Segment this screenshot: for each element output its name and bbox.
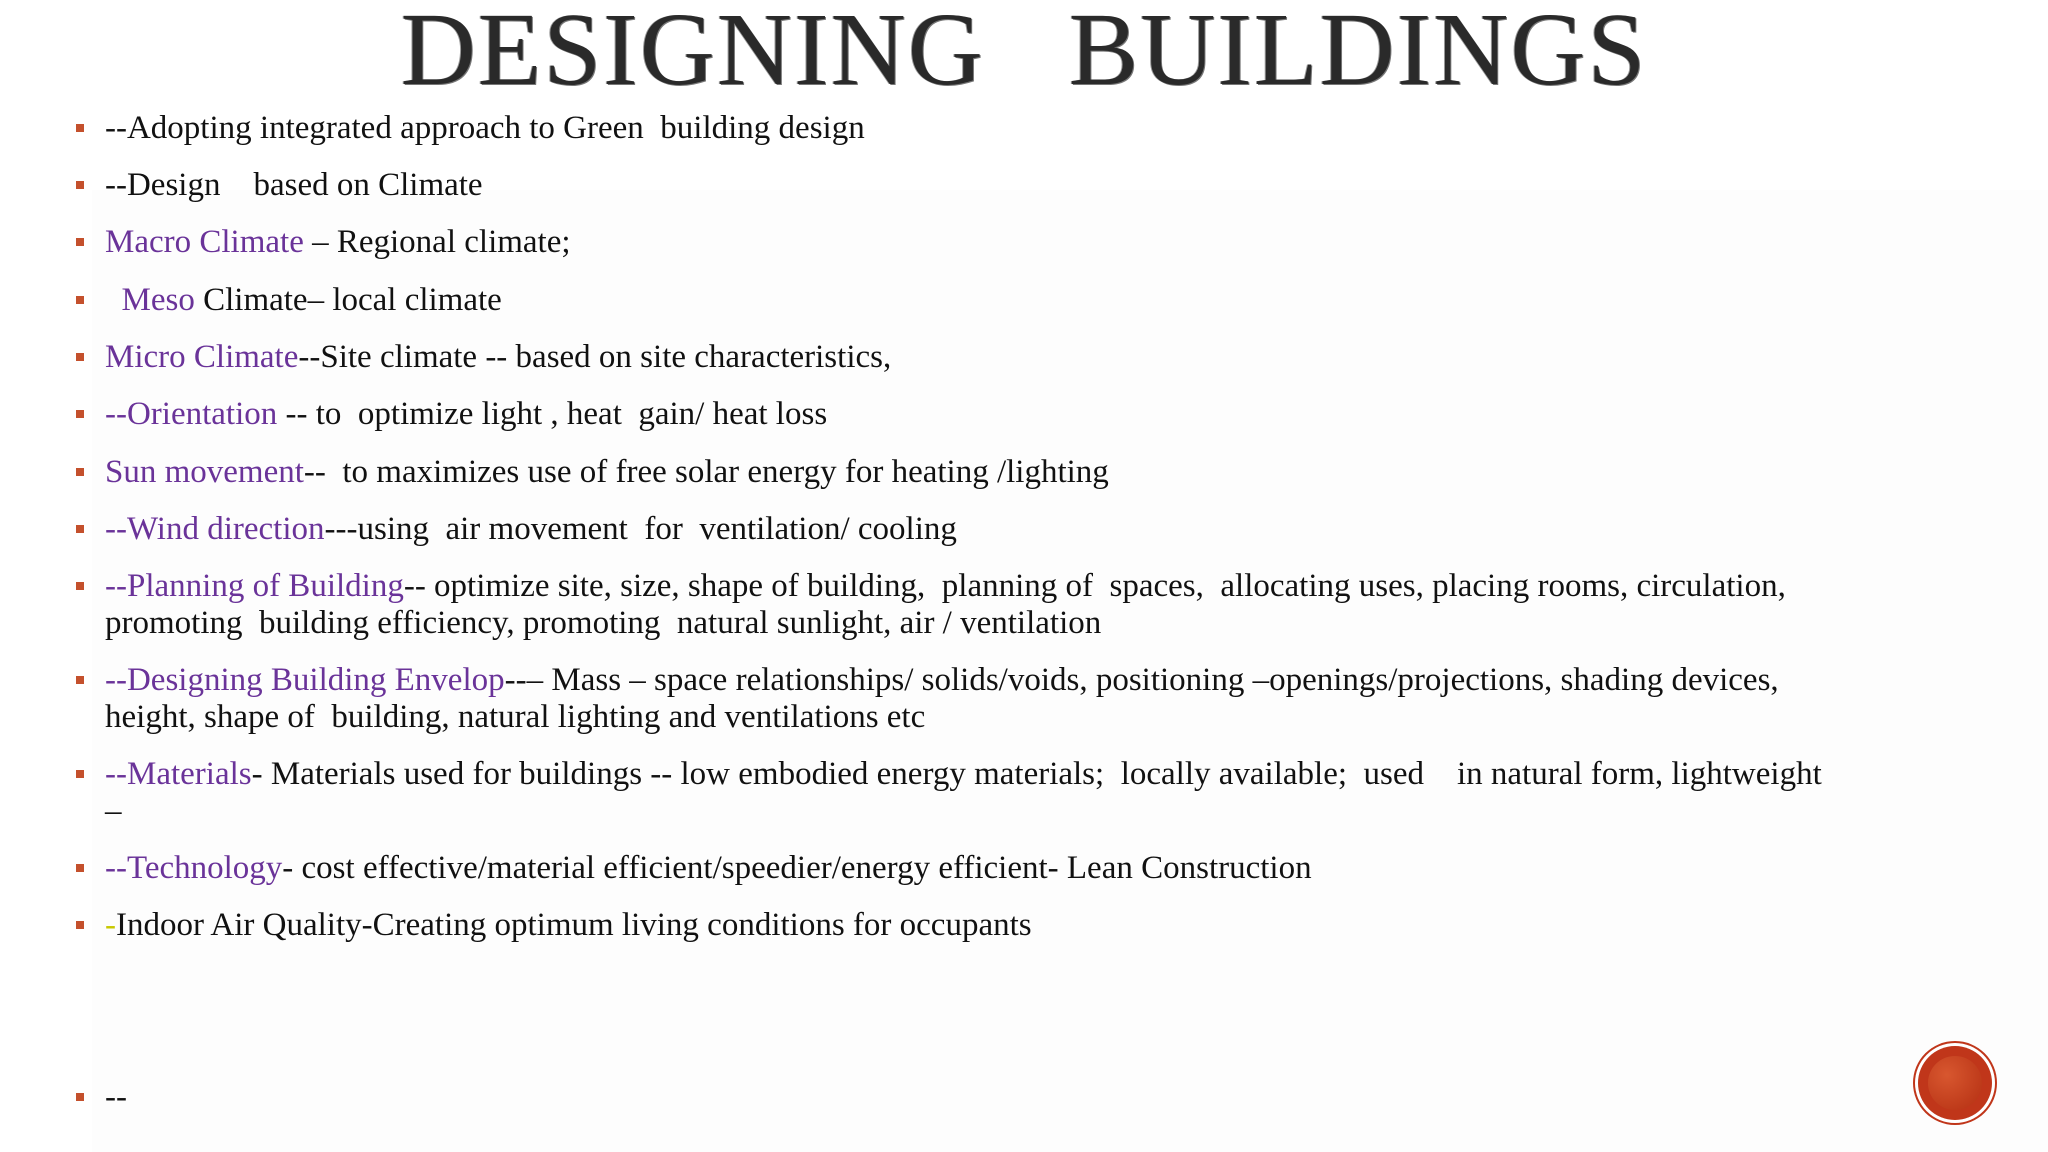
bullet-item: --Design based on Climate [105, 167, 1825, 204]
bullet-item: --Designing Building Envelop--– Mass – space relationships/ solids/voids, positioning –openings/projections, shading devices, height, shape of building, natural lighting and ventilations etc [105, 662, 1825, 736]
term: --Materials [105, 756, 252, 792]
term: --Wind direction [105, 511, 325, 547]
bullet-item: Macro Climate – Regional climate; [105, 224, 1825, 261]
bullet-marker-icon [76, 353, 84, 361]
bullet-marker-icon [76, 181, 84, 189]
bullet-marker-icon [76, 124, 84, 132]
term: Meso [121, 282, 195, 318]
bullet-marker-icon [76, 676, 84, 684]
slide-title: DESIGNING BUILDINGS [400, 0, 1648, 107]
bullet-marker-icon [76, 770, 84, 778]
bullet-item: Meso Climate– local climate [105, 282, 1825, 319]
term: --Planning of Building [105, 568, 404, 604]
bullet-marker-icon [76, 410, 84, 418]
term: --Designing Building Envelop [105, 662, 505, 698]
bullet-marker-icon [76, 921, 84, 929]
bullet-item: --Wind direction---using air movement for ventilation/ cooling [105, 511, 1825, 548]
bullet-marker-icon [76, 525, 84, 533]
bullet-marker-icon [76, 468, 84, 476]
bullet-marker-icon [76, 296, 84, 304]
term: --Orientation [105, 396, 278, 432]
bullet-marker-icon [76, 238, 84, 246]
term: --Technology [105, 850, 283, 886]
term: Macro Climate [105, 224, 304, 260]
bullet-item: --Technology- cost effective/material efficient/speedier/energy efficient- Lean Construction [105, 850, 1825, 887]
bullet-item: --Orientation -- to optimize light , heat gain/ heat loss [105, 396, 1825, 433]
bullet-marker-icon [76, 1093, 84, 1101]
badge-inner [1928, 1056, 1982, 1110]
bullet-item: Micro Climate--Site climate -- based on site characteristics, [105, 339, 1825, 376]
bullet-item: -- [105, 1079, 1825, 1116]
term: Sun movement [105, 454, 304, 490]
bullet-item: --Materials- Materials used for buildings -- low embodied energy materials; locally available; used in natural form, lightweight – [105, 756, 1825, 830]
term: Micro Climate [105, 339, 299, 375]
bullet-marker-icon [76, 864, 84, 872]
highlight-dash: - [105, 907, 116, 943]
bullet-marker-icon [76, 582, 84, 590]
bullet-item: --Planning of Building-- optimize site, size, shape of building, planning of spaces, allocating uses, placing rooms, circulation, promoting building efficiency, promoting natural sunlight, air / ventilation [105, 568, 1825, 642]
slide-badge-icon [1918, 1046, 1992, 1120]
bullet-item: --Adopting integrated approach to Green building design [105, 110, 1825, 147]
bullet-item: -Indoor Air Quality-Creating optimum living conditions for occupants [105, 907, 1825, 944]
bullet-item: Sun movement-- to maximizes use of free solar energy for heating /lighting [105, 454, 1825, 491]
